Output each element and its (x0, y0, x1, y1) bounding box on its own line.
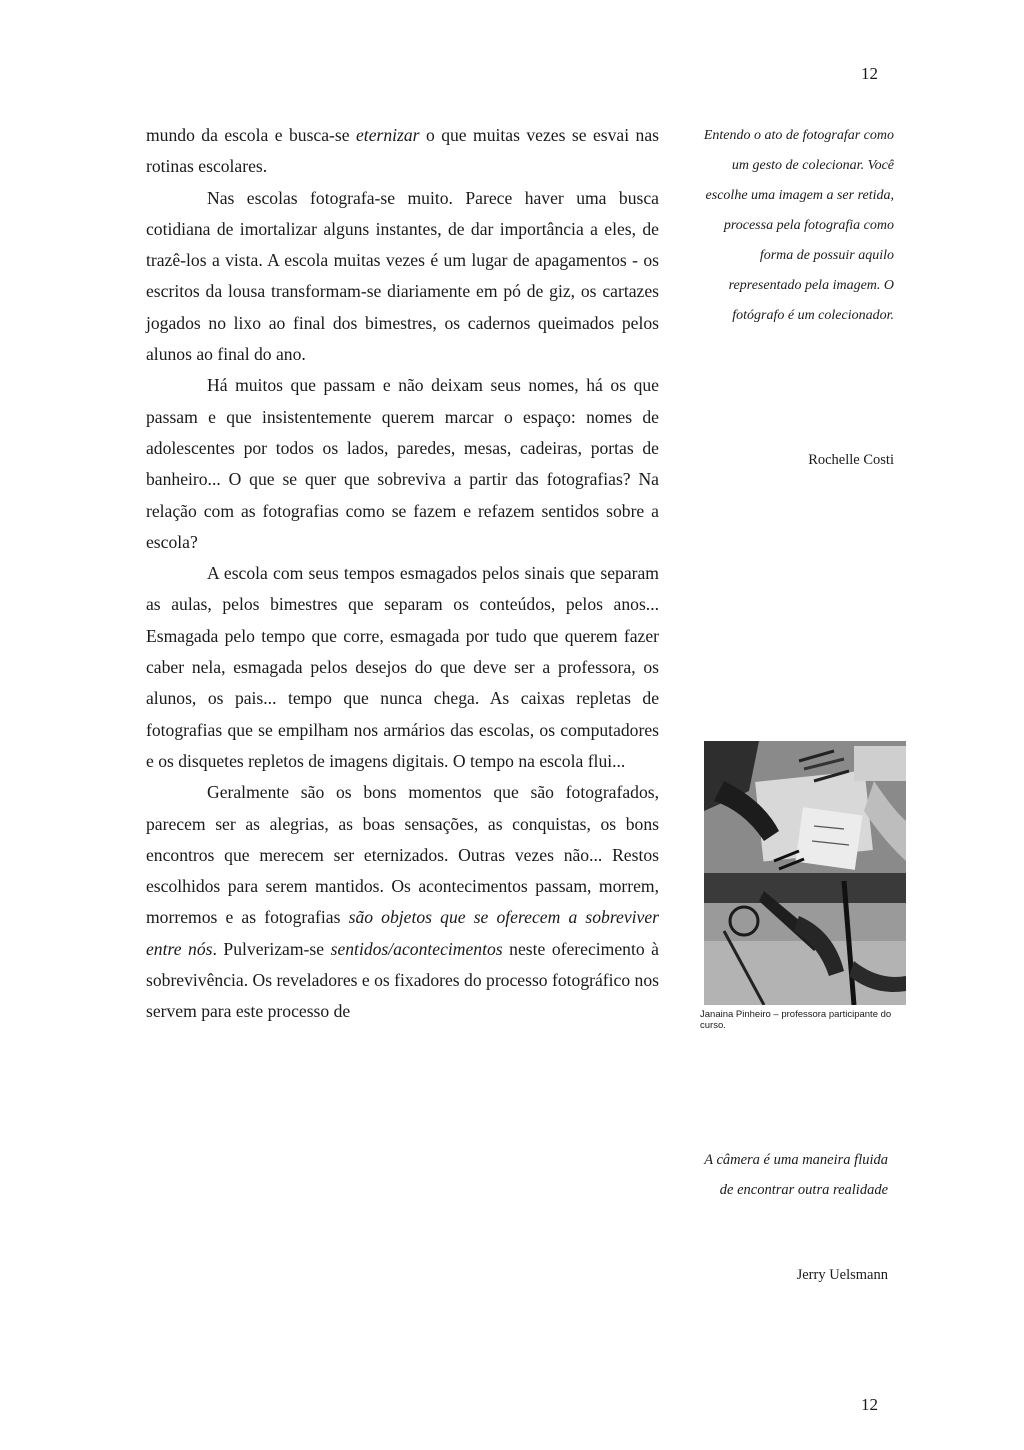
sidebar-quote-2: A câmera é uma maneira fluida de encontrar outra realidade (704, 1152, 888, 1198)
main-text (146, 120, 659, 1028)
photo-collage (704, 741, 906, 1005)
photo-collage-image (704, 741, 906, 1005)
page-number-bottom: 12 (861, 1395, 878, 1414)
sidebar-quote-1: Entendo o ato de fotografar como um gesto de colecionar. Você escolhe uma imagem a ser retida, processa pela fotografia como forma de possuir aquilo representado pela imagem. O fotógrafo é um colecionador. (703, 128, 894, 323)
quote-2-author: Jerry Uelsmann (796, 1267, 888, 1283)
paragraph-3: Há muitos que passam e não deixam seus nomes, há os que passam e que insistentemente querem marcar o espaço: nomes de adolescentes por todos os lados, paredes, mesas, cadeiras, portas de banheiro... O que se quer que sobreviva a partir das fotografias? Na relação com as fotografias como se fazem e refazem sentidos sobre a escola? (146, 375, 659, 552)
paragraph-2: Nas escolas fotografa-se muito. Parece haver uma busca cotidiana de imortalizar alguns instantes, de dar importância a eles, de trazê-los a vista. A escola muitas vezes é um lugar de apagamentos - os escritos da lousa transformam-se diariamente em pó de giz, os cartazes jogados no lixo ao final dos bimestres, os cadernos queimados pelos alunos ao final do ano. (146, 187, 659, 365)
paragraph-1: mundo da escola e busca-se eternizar o que muitas vezes se esvai nas rotinas escolares. (146, 125, 660, 177)
page-number-top: 12 (861, 64, 878, 83)
photo-caption: Janaina Pinheiro – professora participante do curso. (700, 1009, 892, 1031)
paragraph-5: Geralmente são os bons momentos que são fotografados, parecem ser as alegrias, as boas sensações, as conquistas, os bons encontros que merecem ser eternizados. Outras vezes não... Restos escolhidos para serem mantidos. Os acontecimentos passam, morrem, morremos e as fotografias são objetos que se oferecem a sobreviver entre nós. Pulverizam-se sentidos/acontecimentos neste oferecimento à sobrevivência. Os reveladores e os fixadores do processo fotográfico nos servem para este processo de (146, 782, 659, 1022)
quote-1-author: Rochelle Costi (808, 452, 894, 468)
paragraph-4: A escola com seus tempos esmagados pelos sinais que separam as aulas, pelos bimestres que separam os conteúdos, pelos anos... Esmagada pelo tempo que corre, esmagada por tudo que querem fazer caber nela, esmagada pelos desejos do que deve ser a professora, os alunos, os pais... tempo que nunca chega. As caixas repletas de fotografias que se empilham nos armários das escolas, os computadores e os disquetes repletos de imagens digitais. O tempo na escola flui... (146, 563, 659, 771)
